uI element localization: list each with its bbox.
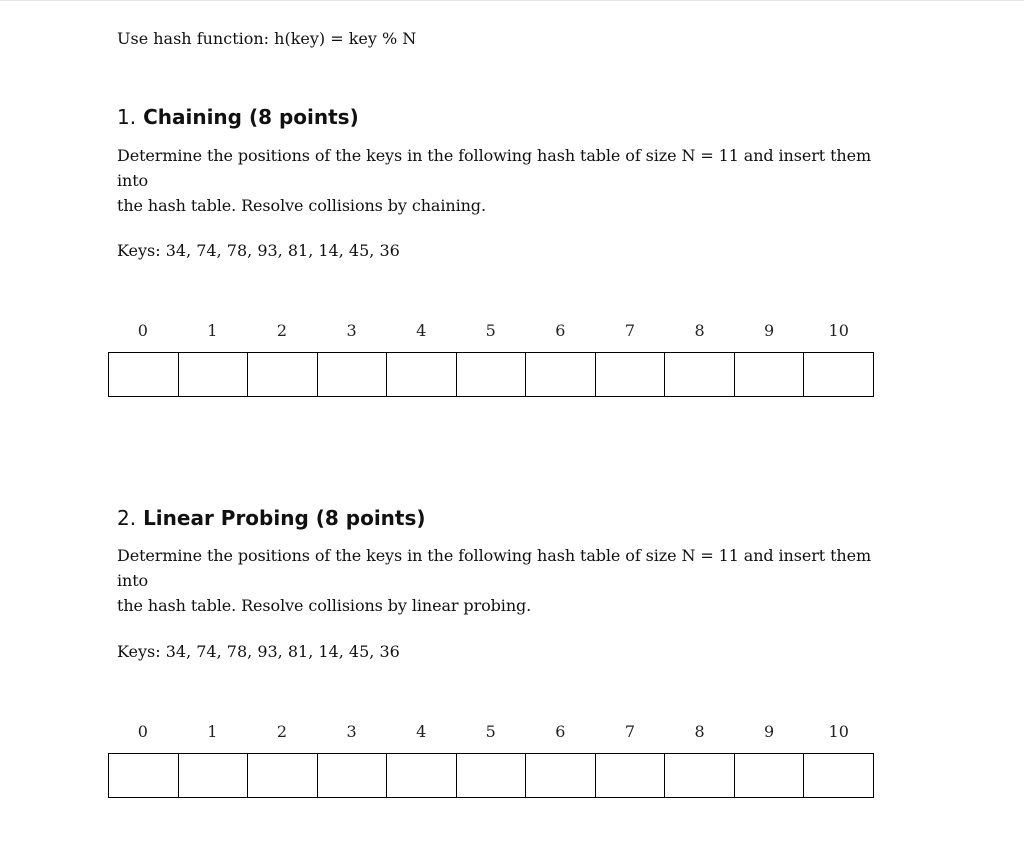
section-2-keys: Keys: 34, 74, 78, 93, 81, 14, 45, 36 [117, 642, 400, 661]
section-1-index: 8 [694, 321, 705, 340]
section-2-index: 6 [555, 722, 566, 741]
section-1-index: 5 [485, 321, 496, 340]
section-1-hash-slot [457, 353, 527, 396]
section-2-index: 7 [624, 722, 636, 741]
section-1-index: 0 [137, 321, 148, 340]
section-2-hash-slot [248, 754, 318, 797]
section-1-hash-slot [526, 353, 596, 396]
section-2-index: 0 [137, 722, 148, 741]
section-2-index: 1 [207, 722, 218, 741]
section-1-index-row [108, 321, 874, 341]
section-1-heading [117, 105, 359, 129]
section-1-index: 6 [555, 321, 566, 340]
section-2-index: 4 [416, 722, 427, 741]
section-2-hash-slot [804, 754, 874, 797]
section-2-index: 2 [276, 722, 288, 741]
section-1-index: 9 [764, 321, 775, 340]
section-1-hash-slot [735, 353, 805, 396]
section-1-keys: Keys: 34, 74, 78, 93, 81, 14, 45, 36 [117, 241, 400, 260]
section-1-hash-slot [179, 353, 249, 396]
section-1-index: 7 [624, 321, 636, 340]
section-1-index: 1 [207, 321, 218, 340]
hash-function-intro: Use hash function: h(key) = key % N [117, 29, 417, 48]
section-2-number: 2. [117, 506, 137, 530]
section-2-hash-slot [179, 754, 249, 797]
section-2-hash-slot [109, 754, 179, 797]
section-1-description-line-2: the hash table. Resolve collisions by chaining. [117, 196, 486, 215]
section-2-index: 5 [485, 722, 496, 741]
section-1-hash-slot [596, 353, 666, 396]
section-1-number: 1. [117, 105, 137, 129]
section-2-index: 9 [764, 722, 775, 741]
section-1-index: 10 [828, 321, 849, 340]
section-2-hash-slot [526, 754, 596, 797]
page-top-border [0, 0, 1024, 1]
section-2-hash-slot [457, 754, 527, 797]
section-2-description-line-2: the hash table. Resolve collisions by linear probing. [117, 596, 532, 615]
section-2-index-row [108, 722, 874, 742]
section-1-hash-slot [387, 353, 457, 396]
section-1-hash-slot [248, 353, 318, 396]
section-2-hash-slot [596, 754, 666, 797]
section-1-hash-slot [109, 353, 179, 396]
section-1-hash-slot [665, 353, 735, 396]
section-2-index: 8 [694, 722, 705, 741]
section-1-index: 4 [416, 321, 427, 340]
section-1-description-line-1: Determine the positions of the keys in the following hash table of size N = 11 and insert them into [117, 146, 872, 190]
section-2-description-line-1: Determine the positions of the keys in the following hash table of size N = 11 and insert them into [117, 546, 872, 590]
section-1-index: 2 [276, 321, 288, 340]
section-2-index: 3 [346, 722, 357, 741]
section-2-hash-slot [318, 754, 388, 797]
section-1-index: 3 [346, 321, 357, 340]
section-2-heading [117, 506, 426, 530]
section-2-index: 10 [828, 722, 849, 741]
section-2-hash-slot [735, 754, 805, 797]
section-2-hash-slot [387, 754, 457, 797]
section-1-hash-table [108, 352, 874, 397]
section-2-description [117, 543, 907, 618]
section-1-description [117, 143, 907, 218]
section-2-hash-table [108, 753, 874, 798]
section-1-hash-slot [318, 353, 388, 396]
section-1-hash-slot [804, 353, 874, 396]
section-1-title: Chaining (8 points) [143, 105, 359, 129]
section-2-hash-slot [665, 754, 735, 797]
section-2-title: Linear Probing (8 points) [143, 506, 426, 530]
